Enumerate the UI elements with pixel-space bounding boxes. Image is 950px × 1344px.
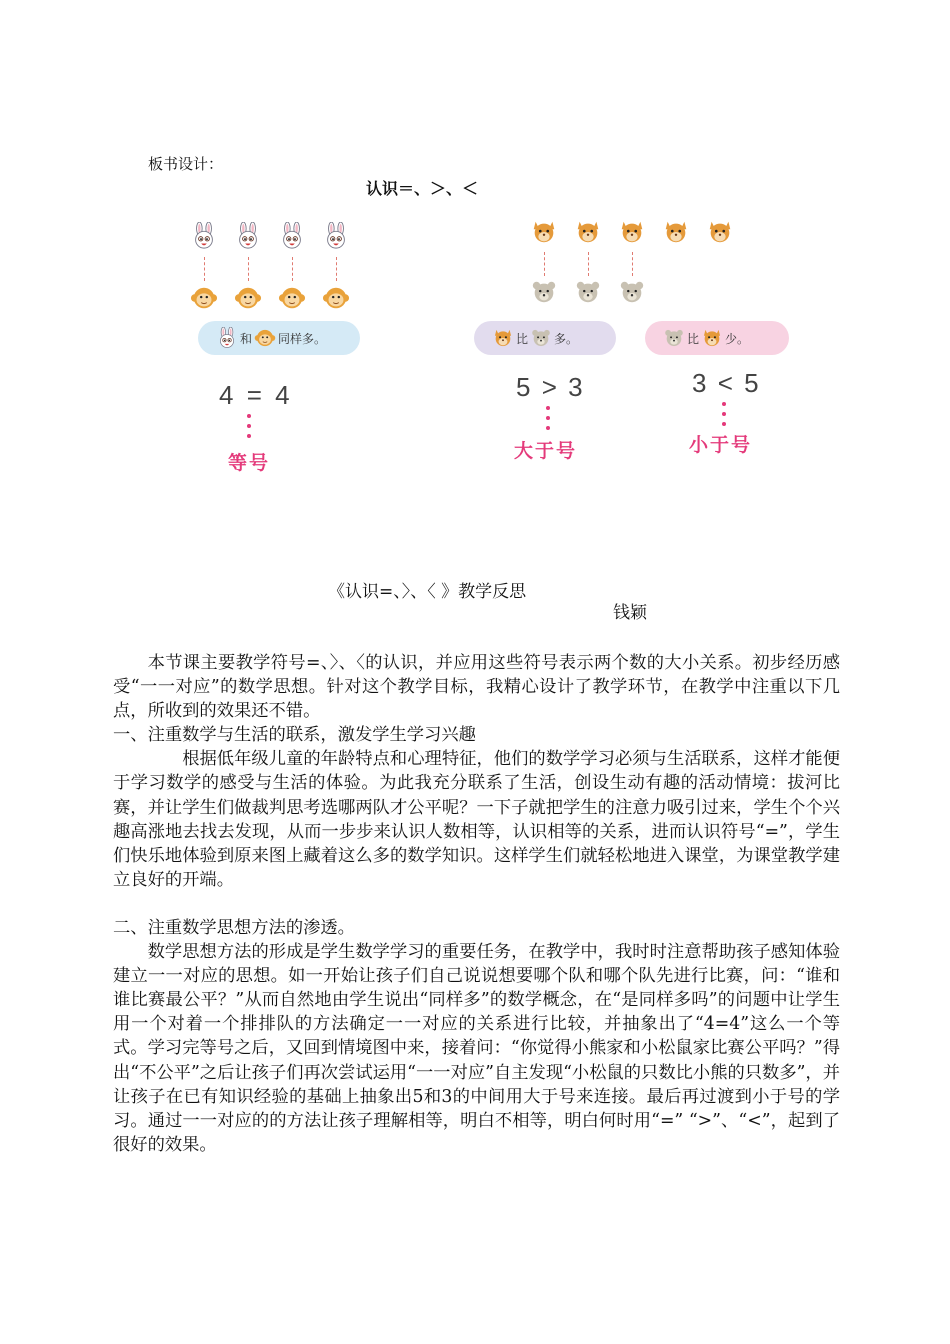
speech-bubble-less: [645, 321, 789, 355]
monkey-icon: [278, 284, 306, 312]
equation-equal: [219, 380, 290, 411]
sign-name-less: 小于号: [689, 434, 753, 456]
equation-left-number: 5: [516, 372, 531, 402]
bear-icon: [574, 278, 602, 306]
dotted-pointer: [247, 414, 251, 444]
rabbit-icon: [234, 222, 262, 250]
equation-right-number: 5: [744, 368, 759, 398]
less-sign: <: [717, 368, 733, 398]
intro-paragraph: 本节课主要教学符号=、〉、〈的认识，并应用这些符号表示两个数的大小关系。初步经历感受“一一对应”的数学思想。针对这个教学目标，我精心设计了教学环节，在教学中注重以下几点，所收到的效果还不错。: [113, 653, 840, 722]
bubble-text-bi: 比: [516, 331, 529, 346]
equation-greater: [516, 372, 583, 403]
reflection-title: 《认识=、〉、〈 》教学反思: [328, 582, 527, 602]
speech-bubble-more: [474, 321, 616, 355]
bubble-text-bi: 比: [687, 331, 700, 346]
match-line: [544, 252, 545, 276]
equation-left-number: 3: [692, 368, 707, 398]
section-heading-2: 二、注重数学思想方法的渗透。: [113, 917, 355, 938]
squirrel-icon: [706, 218, 734, 246]
dotted-pointer: [546, 406, 550, 436]
squirrel-icon: [492, 327, 514, 349]
squirrel-icon: [574, 218, 602, 246]
sign-name-greater: 大于号: [514, 440, 578, 462]
sign-name-equal: 等号: [228, 452, 271, 474]
match-line: [632, 252, 633, 276]
bubble-text-same: 同样多。: [278, 331, 327, 346]
equation-left-number: 4: [219, 380, 234, 410]
match-line: [292, 257, 293, 281]
board-title: 认识＝、＞、＜: [366, 179, 479, 198]
match-line: [204, 257, 205, 281]
speech-bubble-same: [198, 321, 360, 355]
rabbit-icon: [278, 222, 306, 250]
match-line: [588, 252, 589, 276]
match-line: [336, 257, 337, 281]
equal-sign: =: [246, 380, 262, 410]
section-heading-1: 一、注重数学与生活的联系，激发学生学习兴趣: [113, 725, 476, 746]
monkey-icon: [234, 284, 262, 312]
dotted-pointer: [722, 402, 726, 432]
author-name: 钱颖: [613, 603, 647, 623]
bear-icon: [530, 278, 558, 306]
reflection-body: [113, 651, 840, 1157]
bubble-text-and: 和: [240, 331, 253, 346]
bear-icon: [618, 278, 646, 306]
paragraph-2: 数学思想方法的形成是学生数学学习的重要任务，在教学中，我时时注意帮助孩子感知体验建立一一对应的思想。如一开始让孩子们自己说说想要哪个队和哪个队先进行比赛，问：“谁和谁比赛最公平？”从而自然地由学生说出“同样多”的数学概念，在“是同样多吗”的问题中让学生用一个对着一个排排队的方法确定一一对应的关系进行比较，并抽象出了“4=4”这么一个等式。学习完等号之后，又回到情境图中来，接着问：“你觉得小熊家和小松鼠家比赛公平吗？”得出“不公平”之后让孩子们再次尝试运用“一一对应”自主发现“小松鼠的只数比小熊的只数多”，并让孩子在已有知识经验的基础上抽象出5和3的中间用大于号来连接。最后再过渡到小于号的学习。通过一一对应的的方法让孩子理解相等，明白不相等，明白何时用“=” “>”、“<”，起到了很好的效果。: [113, 942, 840, 1155]
bubble-text-more: 多。: [554, 331, 579, 346]
paragraph-1: 根据低年级儿童的年龄特点和心理特征，他们的数学学习必须与生活联系，这样才能便于学习数学的感受与生活的体验。为此我充分联系了生活，创设生动有趣的活动情境：拔河比赛，并让学生们做裁判思考选哪两队才公平呢？一下子就把学生的注意力吸引过来，学生个个兴趣高涨地去找去发现，从而一步步来认识人数相等，认识相等的关系，进而认识符号“=”，学生们快乐地体验到原来图上藏着这么多的数学知识。这样学生们就轻松地进入课堂，为课堂教学建立良好的开端。: [113, 749, 840, 890]
squirrel-icon: [618, 218, 646, 246]
squirrel-icon: [701, 327, 723, 349]
match-line: [248, 257, 249, 281]
bear-icon: [530, 327, 552, 349]
squirrel-icon: [530, 218, 558, 246]
monkey-icon: [322, 284, 350, 312]
bear-icon: [663, 327, 685, 349]
rabbit-icon: [190, 222, 218, 250]
squirrel-icon: [662, 218, 690, 246]
board-design-label: 板书设计：: [148, 155, 224, 173]
equation-right-number: 3: [568, 372, 583, 402]
rabbit-icon: [216, 327, 238, 349]
greater-sign: >: [541, 372, 557, 402]
blank-line: [113, 892, 840, 916]
monkey-icon: [190, 284, 218, 312]
equation-right-number: 4: [275, 380, 290, 410]
equation-less: [692, 368, 759, 399]
monkey-icon: [254, 327, 276, 349]
rabbit-icon: [322, 222, 350, 250]
bubble-text-less: 少。: [725, 331, 750, 346]
